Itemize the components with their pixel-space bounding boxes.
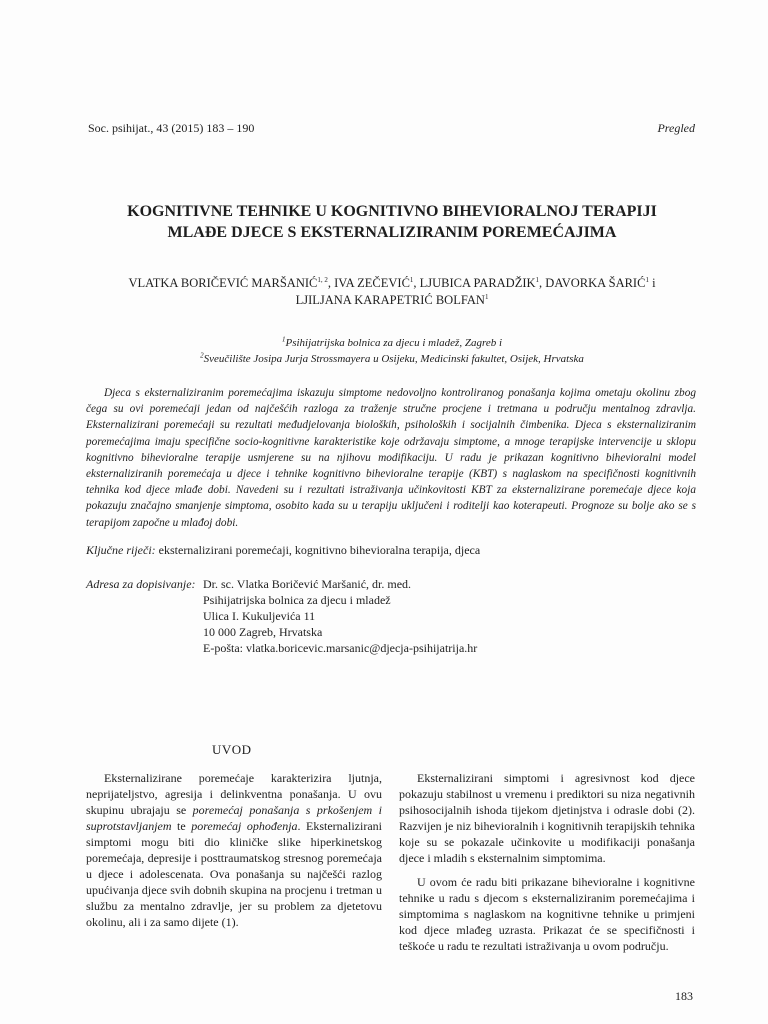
address-line: Dr. sc. Vlatka Boričević Maršanić, dr. med.	[203, 577, 412, 591]
author: DAVORKA ŠARIĆ$^1$ i	[545, 275, 656, 290]
affiliation: $^1$Psihijatrijska bolnica za djecu i mladež, Zagreb i	[281, 335, 503, 349]
abstract: Djeca s eksternaliziranim poremećajima iskazuju simptome nedovoljno kontroliranog ponašanja kojima ometaju okolinu zbog čega su ovi poremećaji jedan od najčešćih razloga za traženje stručne procjene i tretmana u području mentalnog zdravlja. Eksternalizirani poremećaji su rezultati međudjelovanja bioloških, psiholoških i socijalnih čimbenika. Djeca s eksternaliziranim poremećajima imaju specifične socio-kognitivne karakteristike koje održavaju simptome, a mnoge terapijske intervencije u sklopu kognitivno bihevioralne terapije usmjerene su na njihovu modifikaciju. U radu je prikazan kognitivno bihevioralni model eksternaliziranih poremećaja u djece i tehnike kognitivno bihevioralne terapije (KBT) s naglaskom na specifičnosti kognitivnih tehnika kod djece mlađe dobi. Navedeni su i rezultati istraživanja učinkovitosti KBT za eksternalizirane poremećaje djece koja pokazuju značajno smanjenje simptoma, osobito kada su u terapiju uključeni i roditelji kao koterapeuti. Prognoze su bolje ako se s terapijom započne u mlađoj dobi.	[86, 387, 696, 529]
address-lines	[203, 576, 696, 656]
author: LJILJANA KARAPETRIĆ BOLFAN$^1$	[295, 292, 489, 307]
address-line: Psihijatrijska bolnica za djecu i mladež	[203, 593, 391, 607]
title-line-2: MLAĐE DJECE S EKSTERNALIZIRANIM POREMEĆAJIMA	[167, 224, 617, 241]
author: LJUBICA PARADŽIK$^1$,	[419, 275, 546, 290]
title-line-1: KOGNITIVNE TEHNIKE U KOGNITIVNO BIHEVIORALNOJ TERAPIJI	[127, 203, 657, 220]
paragraph: Eksternalizirani simptomi i agresivnost kod djece pokazuju stabilnost u vremenu i prediktori su niza negativnih psihosocijalnih ishoda tijekom djetinjstva i odrasle dobi (2). Razvijen je niz bihevioralnih i kognitivnih terapijskih tehnika koje su se pokazale učinkovite u modifikaciji ponašanja djece i mladih s eksternalnim simptomima.	[399, 771, 695, 865]
paragraph: Eksternalizirane poremećaje karakterizira ljutnja, neprijateljstvo, agresija i delinkventna ponašanja. U ovu skupinu ubrajaju se poremećaj ponašanja s prkošenjem i suprotstavljanjem te poremećaj ophođenja. Eksternalizirani simptomi mogu biti dio kliničke slike hiperkinetskog poremećaja, depresije i posttraumatskog stresnog poremećaja u djece i adolescenata. Ova ponašanja su najčešći razlog upućivanja djece svih dobnih skupina na procjenu i tretman u službu za mentalno zdravlje, jer su problem za djetetovu okolinu, ali i za samo dijete (1).	[86, 771, 382, 929]
author-list	[70, 275, 714, 309]
article-title	[60, 201, 724, 243]
address-line: Ulica I. Kukuljevića 11	[203, 609, 316, 623]
keywords	[86, 542, 696, 558]
keywords-text: eksternalizirani poremećaji, kognitivno bihevioralna terapija, djeca	[155, 543, 481, 557]
address-line: 10 000 Zagreb, Hrvatska	[203, 625, 323, 639]
page-number: 183	[675, 989, 693, 1003]
address-label: Adresa za dopisivanje:	[86, 577, 196, 591]
left-column	[86, 770, 382, 938]
paragraph: U ovom će radu biti prikazane bihevioralne i kognitivne tehnike u radu s djecom s eksternaliziranim poremećajima i simptomima s naglaskom na kognitivne tehnike u primjeni kod djece mlađeg uzrasta. Prikazat će se specifičnosti i teškoće u radu te rezultati istraživanja u ovom području.	[399, 875, 695, 953]
keywords-label: Ključne riječi:	[86, 543, 156, 557]
right-column	[399, 770, 695, 962]
author: VLATKA BORIČEVIĆ MARŠANIĆ$^{1, 2}$,	[128, 275, 335, 290]
email-line: E-pošta: vlatka.boricevic.marsanic@djecja-psihijatrija.hr	[203, 641, 478, 655]
section-title: UVOD	[212, 742, 252, 757]
article-type: Pregled	[657, 121, 695, 135]
affiliations	[60, 335, 724, 367]
author: IVA ZEČEVIĆ$^1$,	[334, 275, 420, 290]
affiliation: $^2$Sveučilište Josipa Jurja Strossmayera u Osijeku, Medicinski fakultet, Osijek, Hrvatska	[200, 351, 584, 365]
journal-citation: Soc. psihijat., 43 (2015) 183 – 190	[88, 121, 255, 135]
